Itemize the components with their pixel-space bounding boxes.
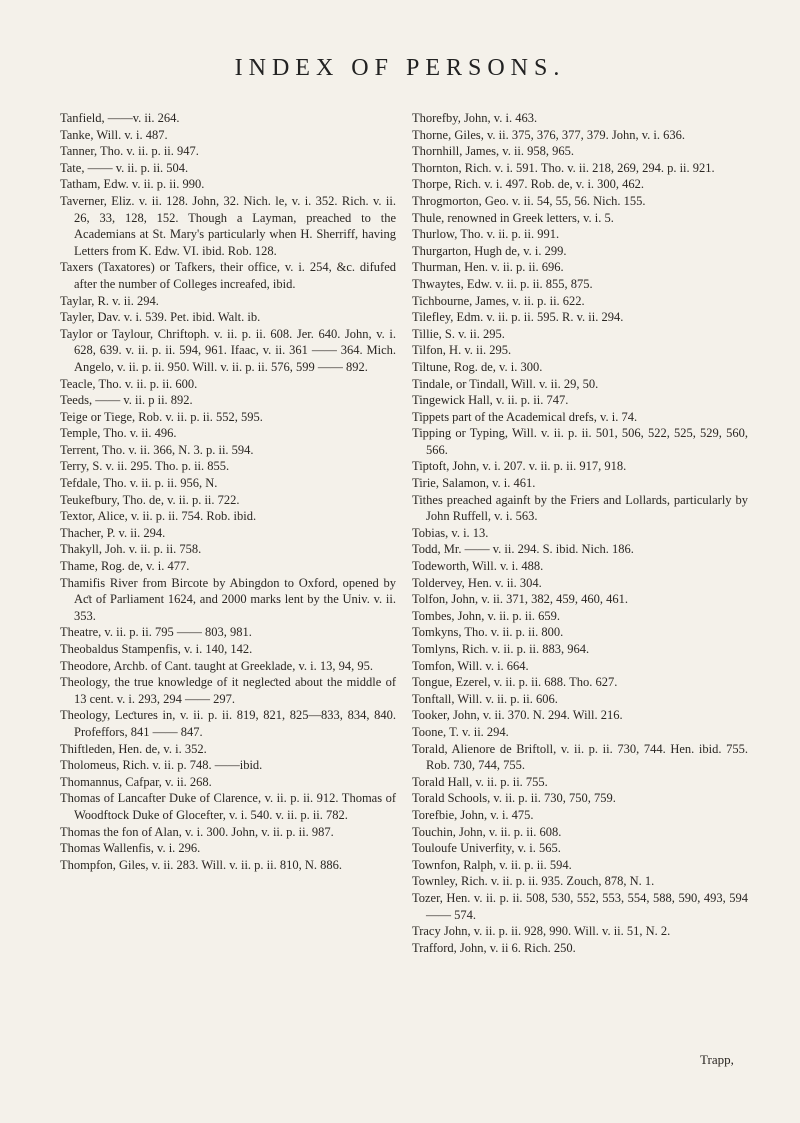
index-entry: Tefdale, Tho. v. ii. p. ii. 956, N.	[60, 476, 218, 491]
index-entry: Temple, Tho. v. ii. 496.	[60, 426, 177, 441]
index-entry: Tracy John, v. ii. p. ii. 928, 990. Will. v. ii. 51, N. 2.	[412, 924, 671, 939]
index-entry: Tooker, John, v. ii. 370. N. 294. Will. 216.	[412, 708, 623, 723]
index-entry: Tingewick Hall, v. ii. p. ii. 747.	[412, 393, 569, 408]
index-entry: Theatre, v. ii. p. ii. 795 —— 803, 981.	[60, 625, 252, 640]
index-entry: Thurgarton, Hugh de, v. i. 299.	[412, 243, 567, 258]
index-entry: Tanke, Will. v. i. 487.	[60, 127, 168, 142]
index-entry: Touloufe Univerfity, v. i. 565.	[412, 841, 561, 856]
index-entry: Torefbie, John, v. i. 475.	[412, 807, 534, 822]
index-entry: Tatham, Edw. v. ii. p. ii. 990.	[60, 177, 205, 192]
index-entry: Tanner, Tho. v. ii. p. ii. 947.	[60, 144, 199, 159]
index-entry: Textor, Alice, v. ii. p. ii. 754. Rob. ibid.	[60, 509, 257, 524]
index-entry: Tongue, Ezerel, v. ii. p. ii. 688. Tho. 627.	[412, 675, 618, 690]
index-entry: Thornhill, James, v. ii. 958, 965.	[412, 144, 575, 159]
index-entry: Tomkyns, Tho. v. ii. p. ii. 800.	[412, 625, 564, 640]
index-entry: Trafford, John, v. ii 6. Rich. 250.	[412, 940, 576, 955]
index-entry: Taxers (Taxatores) or Tafkers, their office, v. i. 254, &c. difufed after the number of Colleges increafed, ibid.	[60, 260, 396, 291]
index-entry: Todd, Mr. —— v. ii. 294. S. ibid. Nich. 186.	[412, 542, 634, 557]
index-entry: Tholomeus, Rich. v. ii. p. 748. ——ibid.	[60, 758, 263, 773]
index-entry: Thomas the fon of Alan, v. i. 300. John, v. ii. p. ii. 987.	[60, 824, 334, 839]
index-entry: Thamifis River from Bircote by Abingdon to Oxford, opened by Aƈt of Parliament 1624, and 2000 marks lent by the Univ. v. ii. 353.	[60, 575, 396, 623]
index-entry: Thwaytes, Edw. v. ii. p. ii. 855, 875.	[412, 276, 593, 291]
index-entry: Thomas Wallenfis, v. i. 296.	[60, 841, 201, 856]
index-entry: Torald Schools, v. ii. p. ii. 730, 750, 759.	[412, 791, 616, 806]
index-entry: Thakyll, Joh. v. ii. p. ii. 758.	[60, 542, 202, 557]
index-entry: Tanfield, ——v. ii. 264.	[60, 111, 180, 125]
page-heading: INDEX OF PERSONS.	[234, 55, 566, 81]
index-entry: Thacher, P. v. ii. 294.	[60, 525, 166, 540]
index-entry: Tirie, Salamon, v. i. 461.	[412, 476, 536, 491]
index-entry: Tobias, v. i. 13.	[412, 525, 489, 540]
index-entry: Teacle, Tho. v. ii. p. ii. 600.	[60, 376, 198, 391]
index-entry: Tilefley, Edm. v. ii. p. ii. 595. R. v. ii. 294.	[412, 310, 624, 325]
index-entry: Taylar, R. v. ii. 294.	[60, 293, 159, 308]
index-entry: Taverner, Eliz. v. ii. 128. John, 32. Nich. le, v. i. 352. Rich. v. ii. 26, 33, 128, 152. Though a Layman, preached to the Academians at St. Mary's particularly when H. Sherriff, having Letters from K. Edw. VI. ibid. Rob. 128.	[60, 193, 396, 258]
index-entry: Theology, the true knowledge of it negleƈted about the middle of 13 cent. v. i. 293, 294 —— 297.	[60, 675, 396, 706]
index-entry: Thule, renowned in Greek letters, v. i. 5.	[412, 210, 614, 225]
index-entry: Thame, Rog. de, v. i. 477.	[60, 559, 190, 574]
index-entry: Tozer, Hen. v. ii. p. ii. 508, 530, 552, 553, 554, 588, 590, 493, 594 —— 574.	[412, 890, 748, 922]
index-entry: Tolfon, John, v. ii. 371, 382, 459, 460, 461.	[412, 592, 629, 607]
index-entry: Thurlow, Tho. v. ii. p. ii. 991.	[412, 227, 560, 242]
index-entry: Touchin, John, v. ii. p. ii. 608.	[412, 824, 562, 839]
index-entry: Throgmorton, Geo. v. ii. 54, 55, 56. Nich. 155.	[412, 193, 646, 208]
index-entry: Thompfon, Giles, v. ii. 283. Will. v. ii. p. ii. 810, N. 886.	[60, 857, 343, 872]
index-entry: Tomlyns, Rich. v. ii. p. ii. 883, 964.	[412, 642, 590, 656]
index-entry: Tombes, John, v. ii. p. ii. 659.	[412, 608, 560, 623]
index-entry: Townley, Rich. v. ii. p. ii. 935. Zouch, 878, N. 1.	[412, 874, 655, 889]
index-entry: Thornton, Rich. v. i. 591. Tho. v. ii. 218, 269, 294. p. ii. 921.	[412, 160, 715, 175]
index-entry: Toone, T. v. ii. 294.	[412, 724, 509, 739]
index-entry: Tippets part of the Academical drefs, v. i. 74.	[412, 409, 638, 424]
index-entry: Thorefby, John, v. i. 463.	[412, 111, 538, 125]
index-entry: Torald, Alienore de Briftoll, v. ii. p. ii. 730, 744. Hen. ibid. 755. Rob. 730, 744, 755.	[412, 741, 748, 773]
index-entry: Tonftall, Will. v. ii. p. ii. 606.	[412, 691, 558, 706]
index-entry: Teukefbury, Tho. de, v. ii. p. ii. 722.	[60, 492, 240, 507]
index-entry: Taylor or Taylour, Chriftoph. v. ii. p. ii. 608. Jer. 640. John, v. i. 628, 639. v. ii. p. ii. 594, 961. Ifaac, v. ii. 361 —— 364. Mich. Angelo, v. ii. p. ii. 950. Will. v. ii. p. ii. 576, 599 —— 892.	[60, 326, 396, 374]
index-entry: Thorne, Giles, v. ii. 375, 376, 377, 379. John, v. i. 636.	[412, 127, 686, 142]
index-entry: Tiltune, Rog. de, v. i. 300.	[412, 359, 543, 374]
index-entry: Tilfon, H. v. ii. 295.	[412, 343, 512, 358]
index-entry: Tindale, or Tindall, Will. v. ii. 29, 50.	[412, 376, 599, 391]
left-column	[60, 110, 396, 873]
index-entry: Teeds, —— v. ii. p ii. 892.	[60, 393, 193, 408]
index-entry: Townfon, Ralph, v. ii. p. ii. 594.	[412, 857, 572, 872]
index-entry: Todeworth, Will. v. i. 488.	[412, 559, 544, 574]
index-entry: Theobaldus Stampenfis, v. i. 140, 142.	[60, 642, 253, 656]
index-entry: Teige or Tiege, Rob. v. ii. p. ii. 552, 595.	[60, 409, 263, 424]
index-entry: Terry, S. v. ii. 295. Tho. p. ii. 855.	[60, 459, 230, 474]
catchword: Trapp,	[700, 1052, 734, 1067]
index-entry: Tayler, Dav. v. i. 539. Pet. ibid. Walt. ib.	[60, 310, 261, 325]
index-entry: Theodore, Archb. of Cant. taught at Greeklade, v. i. 13, 94, 95.	[60, 658, 373, 673]
right-column	[412, 110, 748, 956]
index-entry: Terrent, Tho. v. ii. 366, N. 3. p. ii. 594.	[60, 442, 254, 457]
index-entry: Tichbourne, James, v. ii. p. ii. 622.	[412, 293, 585, 308]
index-entry: Tomfon, Will. v. i. 664.	[412, 658, 529, 673]
index-entry: Torald Hall, v. ii. p. ii. 755.	[412, 774, 548, 789]
index-entry: Thurman, Hen. v. ii. p. ii. 696.	[412, 260, 564, 275]
index-entry: Thiftleden, Hen. de, v. i. 352.	[60, 741, 207, 756]
index-entry: Tillie, S. v. ii. 295.	[412, 326, 505, 341]
index-entry: Tate, —— v. ii. p. ii. 504.	[60, 160, 189, 175]
index-entry: Theology, Leƈtures in, v. ii. p. ii. 819, 821, 825—833, 834, 840. Profeffors, 841 —— 847.	[60, 708, 396, 739]
index-entry: Tipping or Typing, Will. v. ii. p. ii. 501, 506, 522, 525, 529, 560, 566.	[412, 426, 748, 457]
index-entry: Thomas of Lancafter Duke of Clarence, v. ii. p. ii. 912. Thomas of Woodftock Duke of Glocefter, v. i. 540. v. ii. p. ii. 782.	[60, 791, 396, 822]
index-entry: Toldervey, Hen. v. ii. 304.	[412, 575, 542, 590]
index-entry: Tiptoft, John, v. i. 207. v. ii. p. ii. 917, 918.	[412, 459, 627, 474]
index-entry: Thorpe, Rich. v. i. 497. Rob. de, v. i. 300, 462.	[412, 177, 645, 192]
index-entry: Thomannus, Cafpar, v. ii. 268.	[60, 774, 212, 789]
index-entry: Tithes preached againft by the Friers and Lollards, particularly by John Ruffell, v. i. 563.	[412, 492, 748, 524]
